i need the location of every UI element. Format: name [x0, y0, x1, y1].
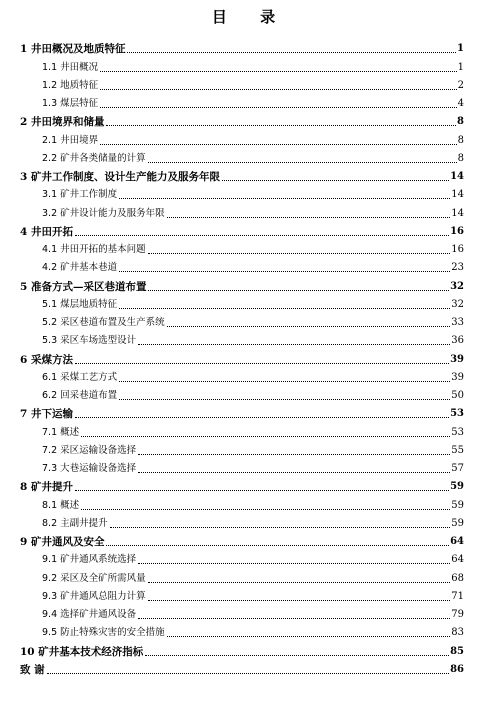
toc-chapter-entry[interactable] — [20, 475, 464, 493]
toc-chapter-entry[interactable] — [20, 530, 464, 548]
toc-page-number: 55 — [451, 444, 464, 456]
toc-section-entry[interactable] — [20, 457, 464, 475]
toc-page-number: 4 — [457, 98, 464, 109]
toc-page-number: 33 — [451, 317, 464, 328]
toc-page-number: 2 — [457, 79, 464, 91]
dot-leader — [138, 344, 450, 345]
dot-leader — [100, 89, 456, 90]
dot-leader — [100, 71, 456, 72]
toc-page-number: 86 — [450, 663, 464, 675]
dot-leader — [100, 144, 456, 145]
toc-entry-title: 7.2 采区运输设备选择 — [42, 444, 137, 456]
toc-chapter-entry[interactable] — [20, 220, 464, 238]
toc-section-entry[interactable] — [20, 311, 464, 329]
toc-entry-title: 5.2 采区巷道布置及生产系统 — [42, 317, 165, 328]
toc-entry-title: 致 谢 — [20, 663, 45, 676]
dot-leader — [81, 436, 450, 437]
dot-leader — [119, 399, 450, 400]
toc-entry-title: 9.4 选择矿井通风设备 — [42, 609, 137, 620]
toc-section-entry[interactable] — [20, 548, 464, 566]
toc-chapter-entry[interactable] — [20, 347, 464, 365]
toc-page-number: 32 — [450, 280, 464, 292]
toc-section-entry[interactable] — [20, 92, 464, 110]
dot-leader — [75, 417, 449, 418]
toc-page-number: 79 — [451, 609, 464, 620]
dot-leader — [138, 618, 450, 619]
toc-page-number: 64 — [451, 554, 464, 566]
toc-page-number: 23 — [451, 262, 464, 274]
toc-page-number: 71 — [451, 590, 464, 602]
dot-leader — [100, 107, 456, 108]
dot-leader — [119, 198, 450, 199]
dot-leader — [119, 271, 450, 272]
toc-entry-title: 5.3 采区车场选型设计 — [42, 335, 137, 347]
dot-leader — [75, 363, 449, 364]
toc-chapter-entry[interactable] — [20, 110, 464, 128]
toc-section-entry[interactable] — [20, 201, 464, 219]
toc-entry-title: 1.3 煤层特征 — [42, 98, 99, 109]
toc-entry-title: 7 井下运输 — [20, 408, 73, 421]
toc-chapter-entry[interactable] — [20, 639, 464, 657]
toc-entry-title: 1 井田概况及地质特征 — [20, 43, 126, 56]
dot-leader — [222, 180, 449, 181]
dot-leader — [127, 52, 456, 53]
toc-section-entry[interactable] — [20, 366, 464, 384]
toc-entry-title: 10 矿井基本技术经济指标 — [20, 645, 144, 658]
dot-leader — [75, 490, 449, 491]
toc-page-number: 85 — [450, 645, 464, 657]
toc-entry-title: 1.2 地质特征 — [42, 79, 99, 91]
toc-section-entry[interactable] — [20, 55, 464, 73]
toc-page-number: 16 — [451, 244, 464, 255]
toc-page-number: 83 — [451, 627, 464, 639]
toc-entry-title: 9.2 采区及全矿所需风量 — [42, 572, 146, 584]
toc-entry-title: 5 准备方式—采区巷道布置 — [20, 280, 147, 293]
toc-page-number: 8 — [457, 116, 464, 128]
toc-entry-title: 9.1 矿井通风系统选择 — [42, 554, 137, 566]
toc-entry-title: 6.2 回采巷道布置 — [42, 390, 118, 401]
toc-chapter-entry[interactable] — [20, 402, 464, 420]
dot-leader — [75, 235, 449, 236]
dot-leader — [148, 162, 457, 163]
toc-page-number: 53 — [450, 408, 464, 420]
toc-entry-title: 3.2 矿井设计能力及服务年限 — [42, 207, 165, 219]
dot-leader — [148, 253, 451, 254]
toc-section-entry[interactable] — [20, 183, 464, 201]
toc-section-entry[interactable] — [20, 566, 464, 584]
toc-page-number: 64 — [450, 536, 464, 547]
toc-entry-title: 8.2 主副井提升 — [42, 517, 108, 529]
toc-page-number: 39 — [450, 353, 464, 365]
dot-leader — [138, 563, 450, 564]
dot-leader — [167, 636, 451, 637]
toc-entry-title: 9 矿井通风及安全 — [20, 536, 105, 548]
toc-page-number: 14 — [451, 189, 464, 201]
dot-leader — [138, 472, 450, 473]
toc-section-entry[interactable] — [20, 439, 464, 457]
dot-leader — [145, 655, 449, 656]
dot-leader — [167, 326, 451, 327]
toc-section-entry[interactable] — [20, 621, 464, 639]
toc-entry-title: 6.1 采煤工艺方式 — [42, 371, 118, 383]
dot-leader — [148, 290, 449, 291]
toc-page-number: 50 — [451, 390, 464, 401]
toc-entry-title: 9.5 防止特殊灾害的安全措施 — [42, 627, 165, 639]
toc-page-number: 32 — [451, 298, 464, 310]
toc-page-number: 8 — [457, 134, 464, 146]
toc-page-number: 8 — [457, 152, 464, 164]
toc-entry-title: 7.3 大巷运输设备选择 — [42, 463, 137, 474]
toc-entry-title: 4 井田开拓 — [20, 225, 73, 238]
toc-section-entry[interactable] — [20, 384, 464, 402]
toc-chapter-entry[interactable] — [20, 165, 464, 183]
toc-chapter-entry[interactable] — [20, 658, 464, 676]
toc-section-entry[interactable] — [20, 128, 464, 146]
toc-section-entry[interactable] — [20, 493, 464, 511]
toc-entry-title: 3.1 矿井工作制度 — [42, 189, 118, 201]
toc-section-entry[interactable] — [20, 329, 464, 347]
dot-leader — [148, 582, 451, 583]
toc-chapter-entry[interactable] — [20, 274, 464, 292]
toc-entry-title: 2.2 矿井各类储量的计算 — [42, 152, 146, 164]
toc-page-number: 1 — [457, 43, 464, 55]
toc-entry-title: 2 井田境界和储量 — [20, 116, 105, 129]
toc-section-entry[interactable] — [20, 147, 464, 165]
toc-section-entry[interactable] — [20, 512, 464, 530]
toc-page-number: 57 — [451, 463, 464, 474]
dot-leader — [81, 509, 450, 510]
toc-page-number: 59 — [451, 499, 464, 511]
dot-leader — [119, 308, 450, 309]
dot-leader — [47, 673, 449, 674]
toc-section-entry[interactable] — [20, 74, 464, 92]
toc-section-entry[interactable] — [20, 256, 464, 274]
toc-page-number: 36 — [451, 335, 464, 347]
toc-section-entry[interactable] — [20, 420, 464, 438]
dot-leader — [148, 600, 451, 601]
dot-leader — [106, 125, 456, 126]
dot-leader — [106, 545, 449, 546]
table-of-contents — [20, 37, 464, 676]
toc-entry-title: 2.1 井田境界 — [42, 134, 99, 146]
dot-leader — [110, 527, 451, 528]
toc-section-entry[interactable] — [20, 603, 464, 621]
toc-section-entry[interactable] — [20, 238, 464, 256]
toc-entry-title: 9.3 矿井通风总阻力计算 — [42, 590, 146, 602]
toc-page-number: 1 — [457, 61, 464, 73]
toc-entry-title: 4.2 矿井基本巷道 — [42, 262, 118, 274]
toc-chapter-entry[interactable] — [20, 37, 464, 55]
toc-page-number: 39 — [451, 371, 464, 383]
toc-page-number: 16 — [450, 225, 464, 237]
toc-page-number: 59 — [450, 481, 464, 493]
toc-page-number: 14 — [450, 171, 464, 182]
toc-entry-title: 5.1 煤层地质特征 — [42, 298, 118, 310]
toc-entry-title: 8 矿井提升 — [20, 481, 73, 494]
toc-entry-title: 3 矿井工作制度、设计生产能力及服务年限 — [20, 171, 220, 183]
toc-title: 目 录 — [211, 8, 290, 26]
dot-leader — [167, 217, 451, 218]
toc-entry-title: 7.1 概述 — [42, 426, 80, 438]
toc-page-number: 59 — [451, 517, 464, 529]
toc-section-entry[interactable] — [20, 293, 464, 311]
toc-entry-title: 6 采煤方法 — [20, 353, 73, 366]
dot-leader — [119, 381, 450, 382]
toc-page-number: 14 — [451, 207, 464, 219]
toc-page-number: 53 — [451, 426, 464, 438]
toc-page-number: 68 — [451, 572, 464, 584]
dot-leader — [138, 454, 450, 455]
toc-entry-title: 4.1 井田开拓的基本问题 — [42, 244, 146, 255]
toc-section-entry[interactable] — [20, 585, 464, 603]
toc-entry-title: 1.1 井田概况 — [42, 61, 99, 73]
toc-entry-title: 8.1 概述 — [42, 499, 80, 511]
